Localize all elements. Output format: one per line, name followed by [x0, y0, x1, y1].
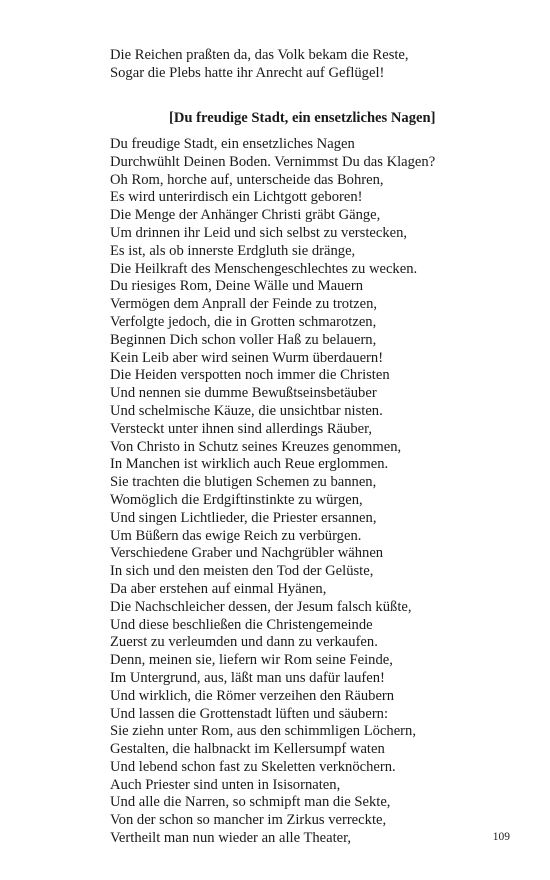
poem-line: Und diese beschließen die Christengemeinde [110, 616, 373, 633]
poem-line: Und schelmische Käuze, die unsichtbar nisten. [110, 402, 383, 419]
poem-line: Um Büßern das ewige Reich zu verbürgen. [110, 527, 362, 544]
poem-line: Auch Priester sind unten in Isisornaten, [110, 776, 341, 793]
poem-line: Und wirklich, die Römer verzeihen den Räubern [110, 687, 395, 704]
poem-line: Oh Rom, horche auf, unterscheide das Bohren, [110, 171, 384, 188]
poem-line: Zuerst zu verleumden und dann zu verkaufen. [110, 634, 378, 651]
poem-line: Und alle die Narren, so schmipft man die Sekte, [110, 794, 391, 811]
poem-line: Im Untergrund, aus, läßt man uns dafür laufen! [110, 669, 385, 686]
poem-line: Von der schon so mancher im Zirkus verreckte, [110, 812, 387, 829]
poem-body [110, 136, 510, 848]
poem-line: Die Heilkraft des Menschengeschlechtes zu wecken. [110, 260, 418, 277]
poem-line: Womöglich die Erdgiftinstinkte zu würgen, [110, 491, 363, 508]
poem-line: Und singen Lichtlieder, die Priester ersannen, [110, 509, 377, 526]
poem-line: Es ist, als ob innerste Erdgluth sie dränge, [110, 242, 356, 259]
poem-line: Beginnen Dich schon voller Haß zu belauern, [110, 331, 377, 348]
poem-line: Von Christo in Schutz seines Kreuzes genommen, [110, 438, 402, 455]
poem-line: In Manchen ist wirklich auch Reue erglommen. [110, 456, 389, 473]
poem-line: Die Reichen praßten da, das Volk bekam die Reste, [110, 47, 409, 63]
poem-line: Sogar die Plebs hatte ihr Anrecht auf Geflügel! [110, 64, 385, 81]
poem-line: Die Menge der Anhänger Christi gräbt Gänge, [110, 207, 381, 224]
poem-line: Es wird unterirdisch ein Lichtgott geboren! [110, 189, 363, 206]
poem-line: Durchwühlt Deinen Boden. Vernimmst Du das Klagen? [110, 153, 436, 170]
poem-title: [Du freudige Stadt, ein ensetzliches Nagen] [169, 110, 436, 126]
poem-line: Vertheilt man nun wieder an alle Theater, [110, 830, 352, 847]
poem-line: In sich und den meisten den Tod der Gelüste, [110, 563, 374, 580]
poem-line: Und nennen sie dumme Bewußtseinsbetäuber [110, 385, 377, 402]
poem-line: Sie ziehn unter Rom, aus den schimmligen Löchern, [110, 723, 416, 740]
poem-line: Da aber erstehen auf einmal Hyänen, [110, 580, 327, 597]
poem-line: Verfolgte jedoch, die in Grotten schmarotzen, [110, 313, 377, 330]
poem-line: Die Heiden verspotten noch immer die Christen [110, 367, 390, 384]
poem-line: Kein Leib aber wird seinen Wurm überdauern! [110, 349, 384, 366]
poem-line: Die Nachschleicher dessen, der Jesum falsch küßte, [110, 598, 412, 615]
poem-line: Denn, meinen sie, liefern wir Rom seine Feinde, [110, 652, 393, 669]
poem-line: Versteckt unter ihnen sind allerdings Räuber, [110, 420, 373, 437]
poem-line: Um drinnen ihr Leid und sich selbst zu verstecken, [110, 224, 408, 241]
poem-line: Und lebend schon fast zu Skeletten verknöchern. [110, 758, 396, 775]
poem-line: Du freudige Stadt, ein ensetzliches Nagen [110, 136, 355, 152]
poem-line: Sie trachten die blutigen Schemen zu bannen, [110, 474, 377, 491]
poem-line: Gestalten, die halbnackt im Kellersumpf waten [110, 741, 385, 758]
intro-stanza [110, 47, 510, 83]
poem-line: Du riesiges Rom, Deine Wälle und Mauern [110, 278, 364, 295]
poem-line: Vermögen dem Anprall der Feinde zu trotzen, [110, 296, 378, 313]
poem-line: Verschiedene Graber und Nachgrübler wähnen [110, 545, 384, 562]
poem-line: Und lassen die Grottenstadt lüften und säubern: [110, 705, 389, 722]
page-number: 109 [492, 831, 510, 843]
